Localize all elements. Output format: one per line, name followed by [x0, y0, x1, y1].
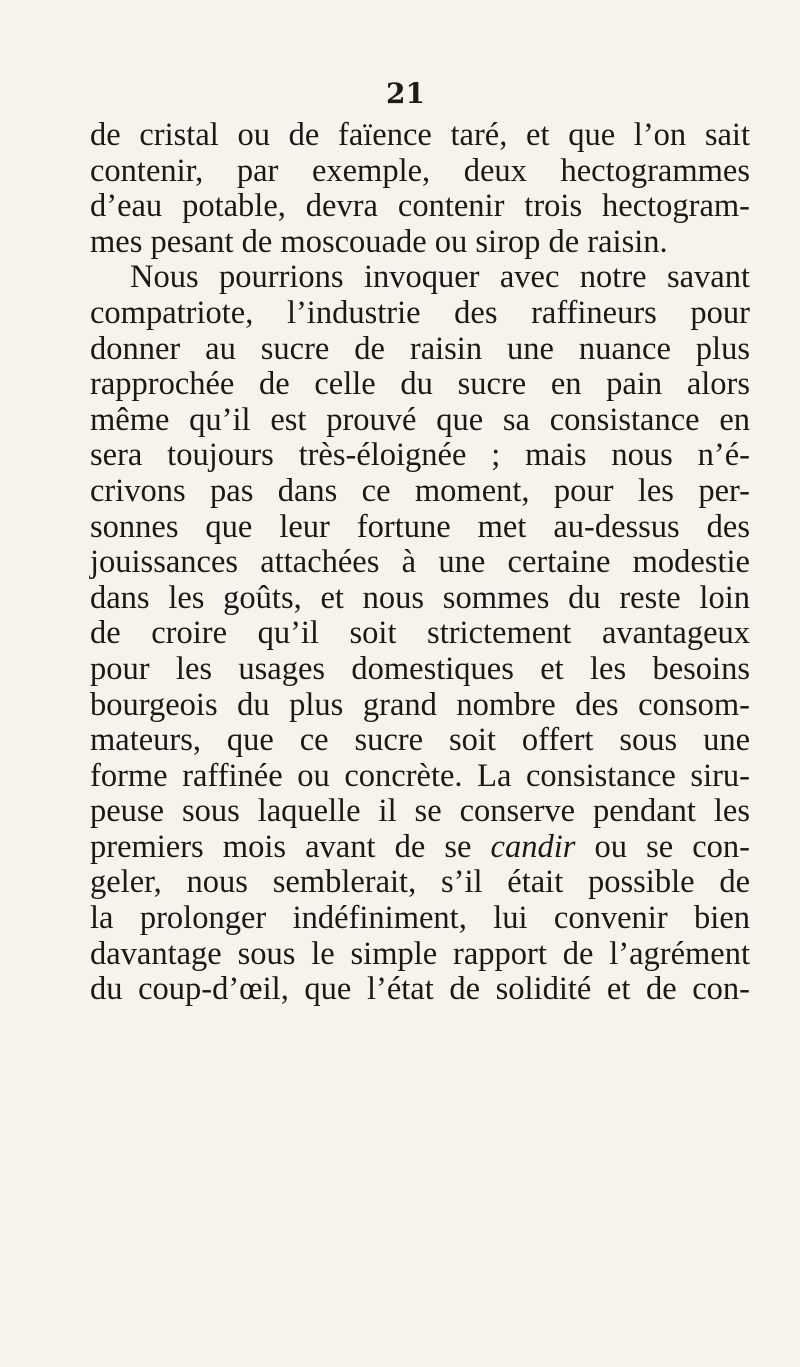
text-line: mes pesant de moscouade ou sirop de raisin.	[90, 223, 668, 260]
text-line: davantage sous le simple rapport de l’agrément	[90, 935, 750, 972]
text-line: jouissances attachées à une certaine modestie	[90, 544, 750, 581]
text-line: de cristal ou de faïence taré, et que l’on sait	[90, 117, 750, 153]
text-line-with-italic	[90, 830, 750, 866]
text-line: même qu’il est prouvé que sa consistance en	[90, 401, 750, 438]
text-line: geler, nous semblerait, s’il était possible de	[90, 864, 750, 901]
text-line: la prolonger indéfiniment, lui convenir bien	[90, 900, 750, 937]
text-line: crivons pas dans ce moment, pour les per-	[90, 472, 750, 509]
text-line: pour les usages domestiques et les besoins	[90, 650, 750, 687]
text-line: sonnes que leur fortune met au-dessus des	[90, 508, 750, 545]
text-line: peuse sous laquelle il se conserve pendant les	[90, 793, 750, 830]
text-line: bourgeois du plus grand nombre des consom-	[90, 686, 750, 723]
text-line: donner au sucre de raisin une nuance plus	[90, 330, 750, 367]
italic-word: candir	[490, 828, 576, 865]
text-line: Nous pourrions invoquer avec notre savant	[130, 259, 750, 296]
text-line: rapprochée de celle du sucre en pain alors	[90, 366, 750, 403]
text-segment: ou se con-	[575, 828, 750, 865]
text-line: compatriote, l’industrie des raffineurs pour	[90, 294, 750, 331]
body-text	[90, 118, 750, 1008]
text-line: dans les goûts, et nous sommes du reste loin	[90, 579, 750, 616]
text-line: du coup-d’œil, que l’état de solidité et de con-	[90, 971, 750, 1008]
text-segment: premiers mois avant de se	[90, 828, 491, 865]
text-line: mateurs, que ce sucre soit offert sous une	[90, 722, 750, 759]
text-line: sera toujours très-éloignée ; mais nous n’é-	[90, 437, 750, 474]
text-line: d’eau potable, devra contenir trois hectogram-	[90, 188, 750, 225]
text-line: contenir, par exemple, deux hectogrammes	[90, 152, 750, 189]
text-line: de croire qu’il soit strictement avantageux	[90, 615, 750, 652]
text-line: forme raffinée ou concrète. La consistance siru-	[90, 757, 750, 794]
page-number: 21	[386, 77, 425, 110]
